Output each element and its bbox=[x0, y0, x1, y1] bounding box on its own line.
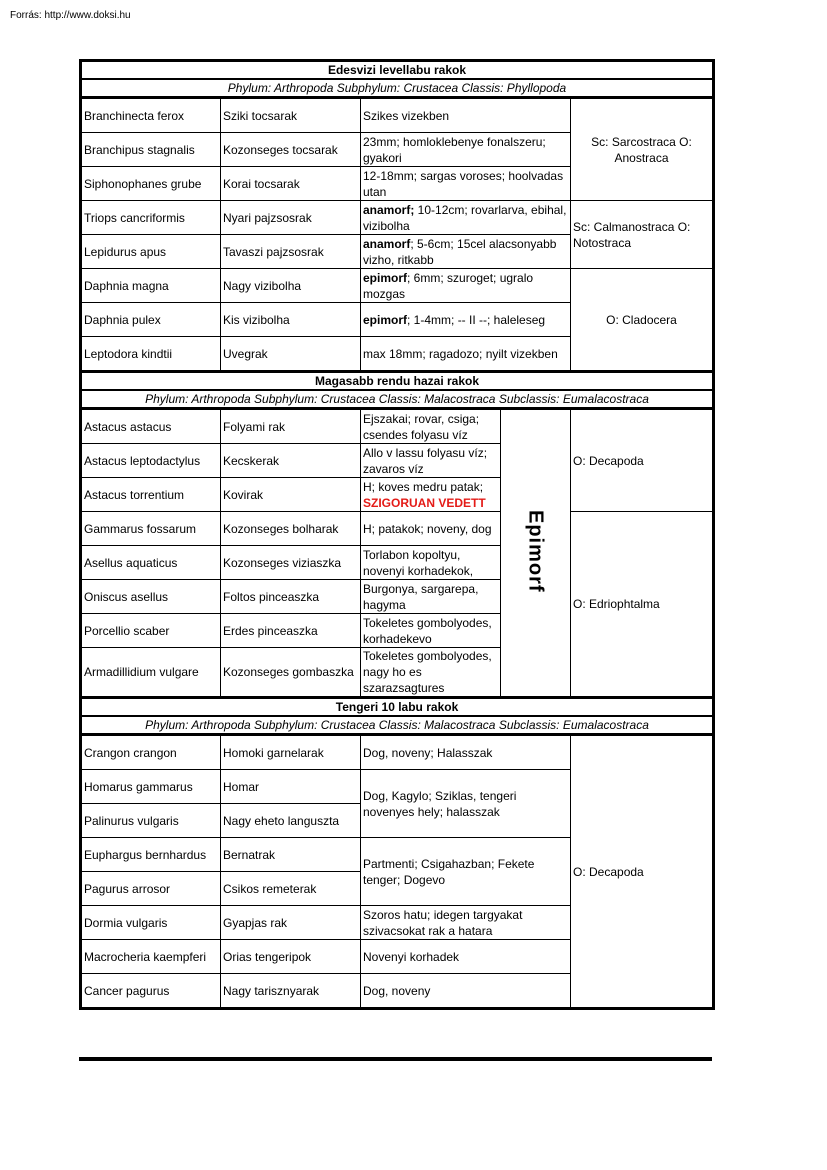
description bbox=[361, 235, 571, 269]
section-title: Tengeri 10 labu rakok bbox=[81, 698, 714, 717]
latin-name: Palinurus vulgaris bbox=[81, 804, 221, 838]
common-name: Kecskerak bbox=[221, 444, 361, 478]
latin-name: Gammarus fossarum bbox=[81, 512, 221, 546]
description: Novenyi korhadek bbox=[361, 940, 571, 974]
taxon-rank: O: Cladocera bbox=[571, 269, 714, 372]
description-text: H; koves medru patak; bbox=[363, 479, 484, 494]
latin-name: Asellus aquaticus bbox=[81, 546, 221, 580]
latin-name: Astacus torrentium bbox=[81, 478, 221, 512]
development-type: epimorf bbox=[363, 270, 408, 285]
protection-status: SZIGORUAN VEDETT bbox=[363, 495, 486, 510]
common-name: Kozonseges viziaszka bbox=[221, 546, 361, 580]
common-name: Uvegrak bbox=[221, 337, 361, 372]
latin-name: Triops cancriformis bbox=[81, 201, 221, 235]
section-phylum: Phylum: Arthropoda Subphylum: Crustacea Classis: Phyllopoda bbox=[81, 79, 714, 98]
common-name: Folyami rak bbox=[221, 409, 361, 444]
description-text: ; 5-6cm; 15cel alacsonyabb vizho, ritkabb bbox=[363, 236, 557, 267]
taxon-rank: O: Decapoda bbox=[571, 735, 714, 1009]
latin-name: Astacus leptodactylus bbox=[81, 444, 221, 478]
crustacea-table bbox=[79, 59, 715, 1010]
latin-name: Crangon crangon bbox=[81, 735, 221, 770]
description-text: 10-12cm; rovarlarva, ebihal, vizibolha bbox=[363, 202, 567, 233]
latin-name: Astacus astacus bbox=[81, 409, 221, 444]
description: Dog, noveny bbox=[361, 974, 571, 1009]
common-name: Nagy tarisznyarak bbox=[221, 974, 361, 1009]
common-name: Kis vizibolha bbox=[221, 303, 361, 337]
latin-name: Leptodora kindtii bbox=[81, 337, 221, 372]
description bbox=[361, 478, 501, 512]
taxon-rank: Sc: Sarcostraca O: Anostraca bbox=[571, 98, 714, 201]
development-type: anamorf; bbox=[363, 202, 415, 217]
common-name: Korai tocsarak bbox=[221, 167, 361, 201]
common-name: Nagy eheto languszta bbox=[221, 804, 361, 838]
source-line: Forrás: http://www.doksi.hu bbox=[10, 10, 131, 21]
common-name: Foltos pinceaszka bbox=[221, 580, 361, 614]
latin-name: Branchipus stagnalis bbox=[81, 133, 221, 167]
description: Tokeletes gombolyodes, korhadekevo bbox=[361, 614, 501, 648]
common-name: Csikos remeterak bbox=[221, 872, 361, 906]
development-type-label bbox=[501, 409, 571, 698]
section-phylum: Phylum: Arthropoda Subphylum: Crustacea Classis: Malacostraca Subclassis: Eumalacostraca bbox=[81, 390, 714, 409]
common-name: Orias tengeripok bbox=[221, 940, 361, 974]
description: 12-18mm; sargas voroses; hoolvadas utan bbox=[361, 167, 571, 201]
description: 23mm; homloklebenye fonalszeru; gyakori bbox=[361, 133, 571, 167]
description bbox=[361, 269, 571, 303]
description: Tokeletes gombolyodes, nagy ho es szarazsagtures bbox=[361, 648, 501, 698]
common-name: Kovirak bbox=[221, 478, 361, 512]
common-name: Nagy vizibolha bbox=[221, 269, 361, 303]
section-title: Magasabb rendu hazai rakok bbox=[81, 372, 714, 391]
description: Ejszakai; rovar, csiga; csendes folyasu víz bbox=[361, 409, 501, 444]
description: H; patakok; noveny, dog bbox=[361, 512, 501, 546]
description-text: ; 1-4mm; -- II --; haleleseg bbox=[407, 312, 546, 327]
description: Torlabon kopoltyu, novenyi korhadekok, bbox=[361, 546, 501, 580]
section-title: Edesvizi levellabu rakok bbox=[81, 61, 714, 80]
common-name: Erdes pinceaszka bbox=[221, 614, 361, 648]
common-name: Bernatrak bbox=[221, 838, 361, 872]
common-name: Homar bbox=[221, 770, 361, 804]
taxon-rank: Sc: Calmanostraca O: Notostraca bbox=[571, 201, 714, 269]
latin-name: Branchinecta ferox bbox=[81, 98, 221, 133]
description: Burgonya, sargarepa, hagyma bbox=[361, 580, 501, 614]
latin-name: Pagurus arrosor bbox=[81, 872, 221, 906]
latin-name: Siphonophanes grube bbox=[81, 167, 221, 201]
latin-name: Dormia vulgaris bbox=[81, 906, 221, 940]
taxon-rank: O: Decapoda bbox=[571, 409, 714, 512]
epimorf-text: Epimorf bbox=[524, 509, 547, 593]
common-name: Tavaszi pajzsosrak bbox=[221, 235, 361, 269]
section-phylum: Phylum: Arthropoda Subphylum: Crustacea Classis: Malacostraca Subclassis: Eumalacostraca bbox=[81, 716, 714, 735]
latin-name: Euphargus bernhardus bbox=[81, 838, 221, 872]
description: Dog, Kagylo; Sziklas, tengeri novenyes hely; halasszak bbox=[361, 770, 571, 838]
description bbox=[361, 201, 571, 235]
latin-name: Homarus gammarus bbox=[81, 770, 221, 804]
common-name: Homoki garnelarak bbox=[221, 735, 361, 770]
description: Partmenti; Csigahazban; Fekete tenger; Dogevo bbox=[361, 838, 571, 906]
common-name: Kozonseges tocsarak bbox=[221, 133, 361, 167]
common-name: Nyari pajzsosrak bbox=[221, 201, 361, 235]
common-name: Kozonseges gombaszka bbox=[221, 648, 361, 698]
description-text: ; 6mm; szuroget; ugralo mozgas bbox=[363, 270, 534, 301]
common-name: Gyapjas rak bbox=[221, 906, 361, 940]
description: max 18mm; ragadozo; nyilt vizekben bbox=[361, 337, 571, 372]
development-type: anamorf bbox=[363, 236, 411, 251]
latin-name: Oniscus asellus bbox=[81, 580, 221, 614]
bottom-rule bbox=[79, 1057, 712, 1061]
latin-name: Armadillidium vulgare bbox=[81, 648, 221, 698]
latin-name: Daphnia magna bbox=[81, 269, 221, 303]
description bbox=[361, 303, 571, 337]
latin-name: Lepidurus apus bbox=[81, 235, 221, 269]
latin-name: Macrocheria kaempferi bbox=[81, 940, 221, 974]
latin-name: Cancer pagurus bbox=[81, 974, 221, 1009]
latin-name: Porcellio scaber bbox=[81, 614, 221, 648]
latin-name: Daphnia pulex bbox=[81, 303, 221, 337]
development-type: epimorf bbox=[363, 312, 408, 327]
description: Allo v lassu folyasu víz; zavaros víz bbox=[361, 444, 501, 478]
common-name: Kozonseges bolharak bbox=[221, 512, 361, 546]
description: Dog, noveny; Halasszak bbox=[361, 735, 571, 770]
common-name: Sziki tocsarak bbox=[221, 98, 361, 133]
description: Szoros hatu; idegen targyakat szivacsokat rak a hatara bbox=[361, 906, 571, 940]
taxon-rank: O: Edriophtalma bbox=[571, 512, 714, 698]
description: Szikes vizekben bbox=[361, 98, 571, 133]
